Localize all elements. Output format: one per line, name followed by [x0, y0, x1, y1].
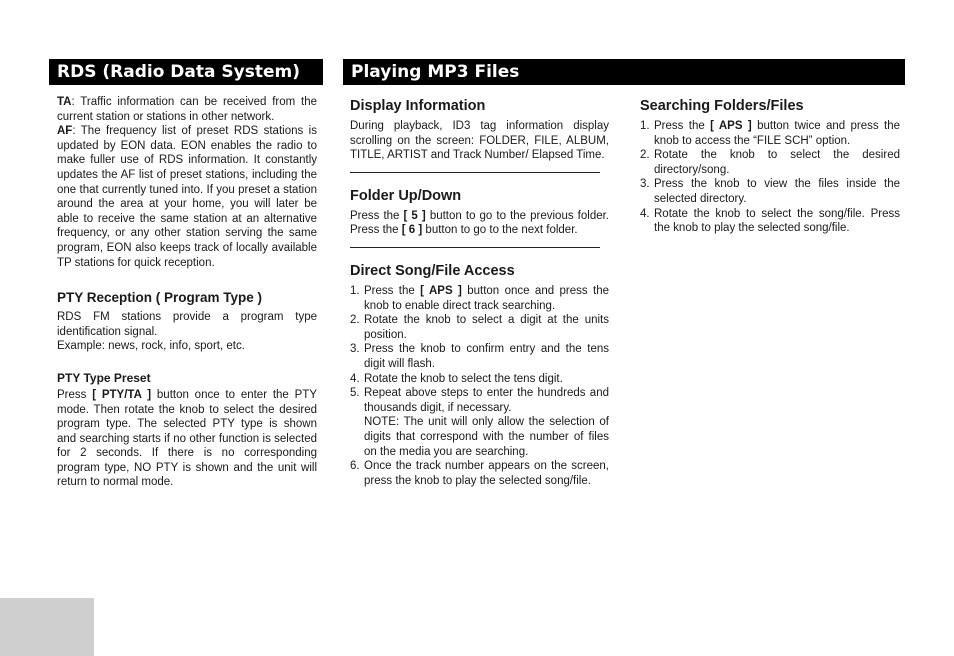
item-text: Rotate the knob to select a digit at the units position. [364, 314, 609, 341]
preset-pre: Press [57, 388, 93, 401]
item-text: Rotate the knob to select the tens digit. [364, 372, 563, 385]
item-text: Press the [364, 284, 421, 297]
pty-preset-text [57, 388, 317, 490]
item-text: Press the [654, 120, 711, 132]
list-item [350, 459, 609, 488]
direct-access-heading: Direct Song/File Access [350, 262, 515, 279]
divider [350, 247, 600, 248]
list-item [350, 313, 609, 342]
folder-updown-text [350, 209, 609, 238]
search-heading: Searching Folders/Files [640, 98, 804, 114]
list-item [350, 284, 609, 313]
item-text: Repeat above steps to enter the hundreds and thousands digit, if necessary. [364, 387, 609, 414]
item-text: Press the knob to confirm entry and the tens digit will flash. [364, 343, 609, 370]
pty-example: Example: news, rock, info, sport, etc. [57, 340, 245, 353]
item-number: 6. [350, 460, 360, 473]
folder-pre: Press the [350, 209, 404, 222]
list-item [640, 119, 900, 148]
mp3-column-right [640, 97, 900, 236]
item-text: Once the track number appears on the screen, press the knob to play the selected song/file. [364, 460, 609, 487]
search-list [640, 119, 900, 236]
item-text: Rotate the knob to select the song/file. Press the knob to play the selected song/file. [654, 207, 900, 235]
folder-mid: button to go to the previous folder. Press the [350, 209, 609, 237]
item-number: 1. [640, 120, 650, 132]
direct-access-list [350, 284, 609, 488]
item-number: 4. [350, 372, 360, 385]
pty-heading: PTY Reception ( Program Type ) [57, 290, 263, 306]
item-number: 3. [350, 343, 360, 356]
item-number: 4. [640, 207, 650, 220]
aps-key: [ APS ] [710, 120, 752, 132]
pty-text: RDS FM stations provide a program type identification signal. [57, 311, 317, 338]
item-text: Press the knob to view the files inside the selected directory. [654, 178, 900, 205]
key-6: [ 6 ] [401, 224, 423, 237]
divider [350, 172, 600, 173]
pty-ta-key: [ PTY/TA ] [92, 388, 152, 401]
rds-column [57, 95, 317, 490]
note-text: NOTE: The unit will only allow the selection of digits that correspond with the number of files on the media you are searching. [364, 416, 609, 458]
display-info-text: During playback, ID3 tag information display scrolling on the screen: FOLDER, FILE, ALBUM, TITLE, ARTIST and Track Number/ Elapsed Time. [350, 120, 609, 162]
rds-section-banner: RDS (Radio Data System) [49, 59, 323, 85]
preset-post: button once to enter the PTY mode. Then rotate the knob to select the desired program type. The selected PTY type is shown and searching starts if no other function is selected for 2 seconds. If there is no corresponding program type, NO PTY is shown and the unit will return to normal mode. [57, 388, 317, 489]
list-item [350, 342, 609, 371]
ta-term: TA [57, 96, 72, 108]
mp3-section-banner: Playing MP3 Files [343, 59, 905, 85]
key-5: [ 5 ] [403, 209, 426, 222]
item-text: button twice and press the knob to access the “FILE SCH” option. [654, 120, 900, 147]
ta-paragraph [57, 95, 317, 124]
aps-key: [ APS ] [420, 284, 462, 297]
folder-post: button to go to the next folder. [422, 224, 578, 237]
item-number: 2. [640, 149, 650, 162]
item-text: Rotate the knob to select the desired directory/song. [654, 149, 900, 176]
ta-text: : Traffic information can be received from the current station or stations in other network. [57, 96, 317, 123]
folder-updown-heading: Folder Up/Down [350, 187, 462, 204]
list-item [640, 207, 900, 236]
item-number: 3. [640, 178, 650, 191]
item-number: 1. [350, 284, 360, 297]
list-item [640, 148, 900, 177]
display-info-heading: Display Information [350, 98, 486, 114]
item-text: button once and press the knob to enable direct track searching. [364, 284, 609, 312]
af-text: : The frequency list of preset RDS stations is updated by EON data. EON enables the radio to make fuller use of RDS information. It constantly updates the AF list of preset stations, including the one that currently tuned into. If you preset a station around the area at your home, you will later be able to receive the same station at an alternative frequency, or any other station serving the same program, EON also keeps track of locally available TP stations for quick reception. [57, 125, 317, 269]
af-paragraph [57, 124, 317, 270]
pty-preset-heading: PTY Type Preset [57, 370, 151, 385]
list-item [640, 177, 900, 206]
page-tab-block [0, 598, 94, 656]
list-item [350, 386, 609, 459]
af-term: AF [57, 125, 73, 138]
item-number: 2. [350, 314, 360, 327]
item-number: 5. [350, 387, 360, 400]
mp3-column-left [350, 97, 609, 488]
list-item [350, 372, 609, 387]
